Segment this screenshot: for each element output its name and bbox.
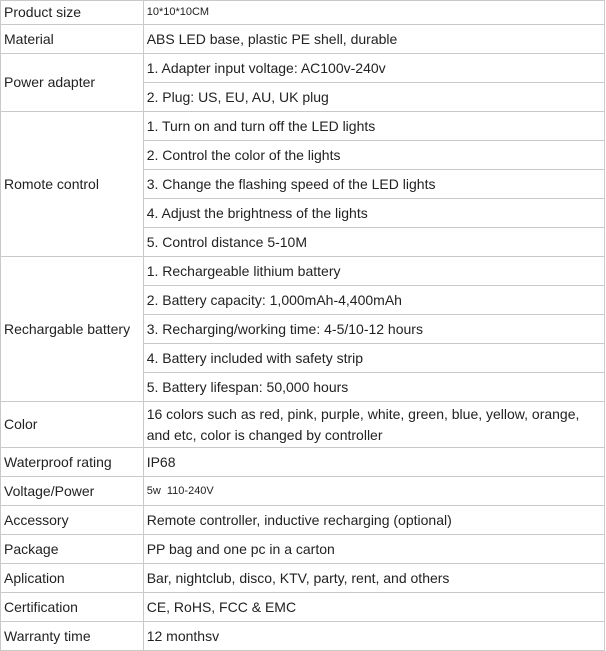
- spec-label: Color: [1, 402, 144, 448]
- spec-value: 12 monthsv: [143, 622, 604, 651]
- spec-label: Aplication: [1, 564, 144, 593]
- spec-row-voltage: [1, 477, 605, 506]
- spec-row-certification: [1, 593, 605, 622]
- spec-label: Power adapter: [1, 54, 144, 112]
- spec-value: 2. Battery capacity: 1,000mAh-4,400mAh: [143, 286, 604, 315]
- spec-row-warranty: [1, 622, 605, 651]
- spec-row-material: [1, 25, 605, 54]
- spec-value: 5. Battery lifespan: 50,000 hours: [143, 373, 604, 402]
- spec-label: Certification: [1, 593, 144, 622]
- spec-label: Romote control: [1, 112, 144, 257]
- spec-value: 2. Control the color of the lights: [143, 141, 604, 170]
- spec-label: Waterproof rating: [1, 448, 144, 477]
- spec-value: ABS LED base, plastic PE shell, durable: [143, 25, 604, 54]
- spec-row-product-size: [1, 1, 605, 25]
- spec-value: PP bag and one pc in a carton: [143, 535, 604, 564]
- spec-label: Rechargable battery: [1, 257, 144, 402]
- spec-row-battery: [1, 257, 605, 286]
- spec-value: IP68: [143, 448, 604, 477]
- spec-label: Material: [1, 25, 144, 54]
- spec-value: 4. Battery included with safety strip: [143, 344, 604, 373]
- spec-value: 2. Plug: US, EU, AU, UK plug: [143, 83, 604, 112]
- spec-value: 1. Adapter input voltage: AC100v-240v: [143, 54, 604, 83]
- spec-value: Bar, nightclub, disco, KTV, party, rent, and others: [143, 564, 604, 593]
- spec-value: CE, RoHS, FCC & EMC: [143, 593, 604, 622]
- spec-value: 16 colors such as red, pink, purple, white, green, blue, yellow, orange, and etc, color is changed by controller: [143, 402, 604, 448]
- spec-value: 4. Adjust the brightness of the lights: [143, 199, 604, 228]
- spec-row-power-adapter: [1, 54, 605, 83]
- spec-row-accessory: [1, 506, 605, 535]
- spec-row-color: [1, 402, 605, 448]
- spec-value: 1. Turn on and turn off the LED lights: [143, 112, 604, 141]
- spec-value: Remote controller, inductive recharging (optional): [143, 506, 604, 535]
- spec-row-remote-control: [1, 112, 605, 141]
- spec-value: 3. Change the flashing speed of the LED lights: [143, 170, 604, 199]
- spec-value: 5w 110-240V: [143, 477, 604, 506]
- spec-value: 1. Rechargeable lithium battery: [143, 257, 604, 286]
- spec-row-waterproof: [1, 448, 605, 477]
- spec-label: Product size: [1, 1, 144, 25]
- spec-label: Voltage/Power: [1, 477, 144, 506]
- spec-value: 10*10*10CM: [143, 1, 604, 25]
- spec-value: 5. Control distance 5-10M: [143, 228, 604, 257]
- spec-label: Package: [1, 535, 144, 564]
- spec-value: 3. Recharging/working time: 4-5/10-12 hours: [143, 315, 604, 344]
- spec-row-application: [1, 564, 605, 593]
- spec-label: Accessory: [1, 506, 144, 535]
- spec-label: Warranty time: [1, 622, 144, 651]
- spec-row-package: [1, 535, 605, 564]
